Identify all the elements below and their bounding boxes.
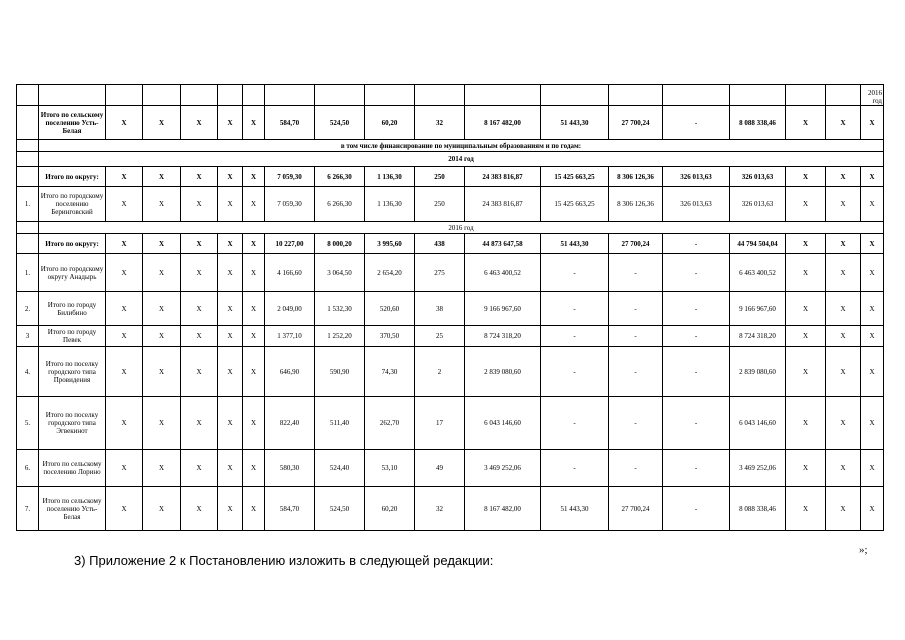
- table-cell: Х: [243, 234, 265, 254]
- table-cell: Х: [106, 326, 143, 347]
- table-cell: Х: [826, 487, 861, 531]
- table-cell: 1 377,10: [265, 326, 315, 347]
- section-header: в том числе финансирование по муниципальным образованиям и по годам:: [39, 140, 884, 152]
- financing-table: [16, 84, 884, 531]
- table-cell: 524,40: [315, 450, 365, 487]
- table-cell: Х: [826, 106, 861, 140]
- row-name: Итого по поселку городского типа Провидения: [39, 347, 106, 397]
- table-cell: [218, 85, 243, 106]
- table-cell: Х: [243, 106, 265, 140]
- table-cell: -: [609, 326, 663, 347]
- table-cell: 8 724 318,20: [730, 326, 786, 347]
- table-cell: 590,90: [315, 347, 365, 397]
- table-cell: Х: [143, 397, 181, 450]
- table-cell: Х: [218, 347, 243, 397]
- table-cell: 3 064,50: [315, 254, 365, 292]
- table-cell: Х: [181, 487, 218, 531]
- table-cell: 4 166,60: [265, 254, 315, 292]
- table-cell: Х: [181, 347, 218, 397]
- table-cell: [415, 85, 465, 106]
- table-cell: 24 383 816,87: [465, 187, 541, 222]
- table-cell: Х: [143, 234, 181, 254]
- table-cell: -: [663, 450, 730, 487]
- row-name: Итого по городскому округу Анадырь: [39, 254, 106, 292]
- table-cell: 25: [415, 326, 465, 347]
- table-cell: Х: [243, 326, 265, 347]
- table-cell: Х: [181, 397, 218, 450]
- table-cell: 8 167 482,00: [465, 487, 541, 531]
- table-cell: Х: [243, 397, 265, 450]
- table-cell: -: [541, 326, 609, 347]
- row-name: Итого по округу:: [39, 167, 106, 187]
- table-cell: Х: [786, 106, 826, 140]
- row-number: 1.: [17, 187, 39, 222]
- year-header-row: [17, 222, 884, 234]
- table-cell: Х: [243, 450, 265, 487]
- table-cell: Х: [861, 167, 884, 187]
- table-cell: Х: [143, 450, 181, 487]
- table-cell: 250: [415, 167, 465, 187]
- row-number: 2.: [17, 292, 39, 326]
- table-cell: 32: [415, 487, 465, 531]
- table-cell: Х: [243, 347, 265, 397]
- table-cell: 8 306 126,36: [609, 187, 663, 222]
- table-cell: Х: [861, 347, 884, 397]
- table-cell: Х: [143, 254, 181, 292]
- table-cell: 584,70: [265, 487, 315, 531]
- row-name: Итого по округу:: [39, 234, 106, 254]
- municipality-row: [17, 450, 884, 487]
- table-cell: 8 167 482,00: [465, 106, 541, 140]
- table-cell: Х: [218, 106, 243, 140]
- table-cell: Х: [218, 167, 243, 187]
- table-cell: Х: [106, 234, 143, 254]
- table-cell: Х: [826, 187, 861, 222]
- table-cell: [663, 85, 730, 106]
- table-cell: -: [609, 254, 663, 292]
- table-cell: -: [663, 292, 730, 326]
- table-cell: 580,30: [265, 450, 315, 487]
- table-cell: 38: [415, 292, 465, 326]
- table-cell: 17: [415, 397, 465, 450]
- table-cell: Х: [861, 326, 884, 347]
- year-label: 2014 год: [39, 152, 884, 167]
- table-cell: [143, 85, 181, 106]
- table-cell: Х: [106, 397, 143, 450]
- municipality-row: [17, 347, 884, 397]
- table-cell: Х: [181, 254, 218, 292]
- table-cell: -: [541, 254, 609, 292]
- table-cell: Х: [861, 234, 884, 254]
- table-cell: Х: [181, 167, 218, 187]
- table-cell: 2 654,20: [365, 254, 415, 292]
- table-cell: -: [609, 450, 663, 487]
- table-cell: Х: [181, 292, 218, 326]
- table-cell: [786, 85, 826, 106]
- table-cell: 15 425 663,25: [541, 167, 609, 187]
- table-cell: -: [609, 347, 663, 397]
- table-cell: Х: [143, 292, 181, 326]
- table-cell: [243, 85, 265, 106]
- table-cell: Х: [243, 167, 265, 187]
- table-cell: Х: [861, 254, 884, 292]
- table-cell: Х: [786, 254, 826, 292]
- table-cell: 8 088 338,46: [730, 487, 786, 531]
- table-cell: 2 839 080,60: [730, 347, 786, 397]
- district-total-row: [17, 167, 884, 187]
- table-cell: 9 166 967,60: [730, 292, 786, 326]
- table-cell: Х: [106, 106, 143, 140]
- table-cell: [365, 85, 415, 106]
- row-number: 3: [17, 326, 39, 347]
- row-number: 4.: [17, 347, 39, 397]
- table-cell: 524,50: [315, 487, 365, 531]
- table-cell: Х: [143, 106, 181, 140]
- table-cell: 8 088 338,46: [730, 106, 786, 140]
- table-cell: 51 443,30: [541, 234, 609, 254]
- table-cell: 438: [415, 234, 465, 254]
- table-cell: [315, 85, 365, 106]
- table-cell: 27 700,24: [609, 487, 663, 531]
- table-cell: -: [663, 397, 730, 450]
- row-name: Итого по сельскому поселению Лорино: [39, 450, 106, 487]
- table-cell: 53,10: [365, 450, 415, 487]
- table-cell: 9 166 967,60: [465, 292, 541, 326]
- table-cell: Х: [786, 347, 826, 397]
- table-cell: [465, 85, 541, 106]
- table-cell: Х: [218, 397, 243, 450]
- row-name: Итого по сельскому поселению Усть-Белая: [39, 487, 106, 531]
- table-cell: 262,70: [365, 397, 415, 450]
- table-cell: 646,90: [265, 347, 315, 397]
- table-cell: 1 532,30: [315, 292, 365, 326]
- table-cell: [826, 85, 861, 106]
- table-cell: 524,50: [315, 106, 365, 140]
- table-cell: [17, 85, 39, 106]
- table-cell: 27 700,24: [609, 234, 663, 254]
- table-cell: Х: [143, 326, 181, 347]
- table-cell: [609, 85, 663, 106]
- continued-header-row: [17, 85, 884, 106]
- table-cell: [181, 85, 218, 106]
- table-cell: -: [541, 347, 609, 397]
- table-cell: Х: [243, 487, 265, 531]
- table-cell: Х: [218, 234, 243, 254]
- table-cell: 8 724 318,20: [465, 326, 541, 347]
- table-cell: Х: [786, 397, 826, 450]
- table-cell: Х: [218, 326, 243, 347]
- table-cell: Х: [786, 167, 826, 187]
- district-total-row: [17, 234, 884, 254]
- table-cell: Х: [243, 254, 265, 292]
- municipality-row: [17, 254, 884, 292]
- table-cell: 27 700,24: [609, 106, 663, 140]
- table-cell: 3 469 252,06: [465, 450, 541, 487]
- table-cell: [39, 85, 106, 106]
- table-cell: 3 469 252,06: [730, 450, 786, 487]
- table-cell: 370,50: [365, 326, 415, 347]
- table-cell: Х: [218, 187, 243, 222]
- year-header-row: [17, 152, 884, 167]
- table-cell: 520,60: [365, 292, 415, 326]
- table-cell: Х: [826, 326, 861, 347]
- table-cell: Х: [861, 106, 884, 140]
- table-cell: Х: [181, 326, 218, 347]
- table-cell: Х: [143, 187, 181, 222]
- table-cell: 51 443,30: [541, 106, 609, 140]
- table-cell: -: [541, 450, 609, 487]
- table-cell: 44 794 504,04: [730, 234, 786, 254]
- table-cell: -: [541, 292, 609, 326]
- table-cell: Х: [861, 292, 884, 326]
- table-cell: 584,70: [265, 106, 315, 140]
- table-cell: Х: [218, 450, 243, 487]
- table-cell: [17, 222, 39, 234]
- table-cell: 60,20: [365, 487, 415, 531]
- table-cell: -: [663, 106, 730, 140]
- table-cell: [17, 140, 39, 152]
- table-cell: 7 059,30: [265, 167, 315, 187]
- table-cell: 275: [415, 254, 465, 292]
- table-cell: 2 839 080,60: [465, 347, 541, 397]
- table-cell: 6 463 400,52: [465, 254, 541, 292]
- table-cell: Х: [143, 167, 181, 187]
- table-cell: 326 013,63: [663, 167, 730, 187]
- table-cell: Х: [786, 292, 826, 326]
- table-cell: 74,30: [365, 347, 415, 397]
- table-cell: 2: [415, 347, 465, 397]
- table-cell: 51 443,30: [541, 487, 609, 531]
- table-cell: Х: [826, 397, 861, 450]
- table-cell: -: [663, 487, 730, 531]
- municipality-row: [17, 397, 884, 450]
- table-cell: Х: [106, 167, 143, 187]
- row-name: Итого по городскому поселению Беринговский: [39, 187, 106, 222]
- table-cell: Х: [861, 487, 884, 531]
- table-cell: 49: [415, 450, 465, 487]
- table-cell: Х: [826, 450, 861, 487]
- table-cell: 250: [415, 187, 465, 222]
- table-cell: -: [663, 326, 730, 347]
- table-cell: 6 043 146,60: [465, 397, 541, 450]
- table-cell: 1 252,20: [315, 326, 365, 347]
- table-cell: Х: [826, 347, 861, 397]
- municipality-row: [17, 187, 884, 222]
- table-cell: Х: [826, 167, 861, 187]
- table-cell: Х: [106, 347, 143, 397]
- table-cell: 326 013,63: [730, 167, 786, 187]
- table-cell: Х: [243, 292, 265, 326]
- row-name: Итого по поселку городского типа Эгвекинот: [39, 397, 106, 450]
- table-cell: Х: [786, 234, 826, 254]
- table-cell: [541, 85, 609, 106]
- table-cell: 6 043 146,60: [730, 397, 786, 450]
- row-number: [17, 167, 39, 187]
- table-cell: Х: [861, 450, 884, 487]
- table-cell: -: [541, 397, 609, 450]
- table-cell: Х: [106, 487, 143, 531]
- row-name: Итого по городу Билибино: [39, 292, 106, 326]
- table-cell: 15 425 663,25: [541, 187, 609, 222]
- table-cell: 2 049,00: [265, 292, 315, 326]
- table-cell: Х: [181, 450, 218, 487]
- table-cell: Х: [786, 450, 826, 487]
- table-cell: 24 383 816,87: [465, 167, 541, 187]
- table-cell: Х: [786, 487, 826, 531]
- table-cell: -: [663, 254, 730, 292]
- table-cell: Х: [106, 187, 143, 222]
- year-note: 2016 год: [861, 85, 884, 106]
- table-cell: Х: [181, 234, 218, 254]
- table-cell: [17, 152, 39, 167]
- table-cell: Х: [218, 292, 243, 326]
- table-cell: 1 136,30: [365, 167, 415, 187]
- table-cell: Х: [826, 292, 861, 326]
- table-cell: Х: [106, 254, 143, 292]
- closing-quote-mark: »;: [859, 544, 868, 556]
- table-body: [17, 85, 884, 531]
- table-cell: [106, 85, 143, 106]
- table-cell: 326 013,63: [730, 187, 786, 222]
- table-cell: Х: [243, 187, 265, 222]
- municipality-row: [17, 292, 884, 326]
- table-cell: Х: [181, 187, 218, 222]
- section-header-row: [17, 140, 884, 152]
- row-number: 5.: [17, 397, 39, 450]
- table-cell: 32: [415, 106, 465, 140]
- table-cell: [265, 85, 315, 106]
- municipality-row: [17, 326, 884, 347]
- table-cell: Х: [143, 347, 181, 397]
- table-cell: 822,40: [265, 397, 315, 450]
- row-number: 6.: [17, 450, 39, 487]
- table-cell: [730, 85, 786, 106]
- row-number: 1.: [17, 254, 39, 292]
- table-cell: 60,20: [365, 106, 415, 140]
- table-cell: Х: [181, 106, 218, 140]
- table-cell: 6 266,30: [315, 167, 365, 187]
- municipality-row: [17, 487, 884, 531]
- row-number: [17, 234, 39, 254]
- table-cell: 8 000,20: [315, 234, 365, 254]
- table-cell: Х: [143, 487, 181, 531]
- table-cell: Х: [861, 187, 884, 222]
- row-name: Итого по городу Певек: [39, 326, 106, 347]
- table-cell: 3 995,60: [365, 234, 415, 254]
- table-cell: Х: [861, 397, 884, 450]
- table-cell: Х: [786, 326, 826, 347]
- table-cell: Х: [826, 254, 861, 292]
- table-cell: Х: [106, 292, 143, 326]
- table-cell: -: [609, 397, 663, 450]
- table-cell: 511,40: [315, 397, 365, 450]
- table-cell: 8 306 126,36: [609, 167, 663, 187]
- table-cell: 7 059,30: [265, 187, 315, 222]
- table-cell: Х: [826, 234, 861, 254]
- table-cell: 6 463 400,52: [730, 254, 786, 292]
- table-cell: -: [609, 292, 663, 326]
- summary-row: [17, 106, 884, 140]
- row-number: 7.: [17, 487, 39, 531]
- amendment-instruction: 3) Приложение 2 к Постановлению изложить в следующей редакции:: [74, 553, 494, 568]
- table-cell: -: [663, 234, 730, 254]
- table-cell: 326 013,63: [663, 187, 730, 222]
- row-name: Итого по сельскому поселению Усть-Белая: [39, 106, 106, 140]
- table-cell: Х: [786, 187, 826, 222]
- table-cell: 6 266,30: [315, 187, 365, 222]
- year-label: 2016 год: [39, 222, 884, 234]
- table-cell: Х: [218, 487, 243, 531]
- table-cell: Х: [106, 450, 143, 487]
- table-cell: -: [663, 347, 730, 397]
- row-number: [17, 106, 39, 140]
- table-cell: 1 136,30: [365, 187, 415, 222]
- table-cell: Х: [218, 254, 243, 292]
- table-cell: 10 227,00: [265, 234, 315, 254]
- table-cell: 44 873 647,58: [465, 234, 541, 254]
